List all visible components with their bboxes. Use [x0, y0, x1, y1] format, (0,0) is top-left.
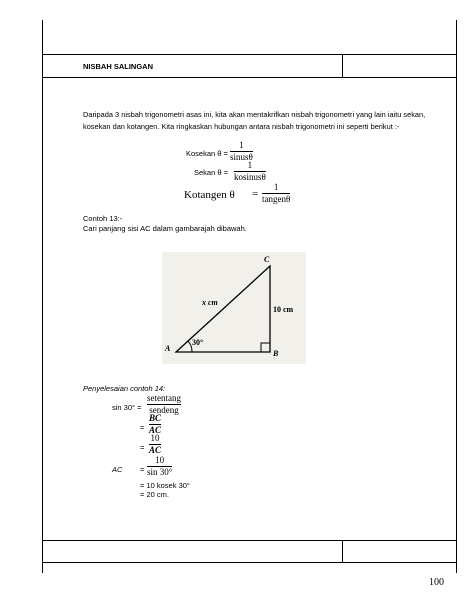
denominator-ac: AC — [149, 425, 162, 435]
sin-30-label: sin 30° = — [112, 403, 142, 412]
sekan-fraction — [234, 161, 266, 182]
solution-line-kosek: = 10 kosek 30° — [140, 481, 190, 490]
vertex-c-label: C — [264, 255, 270, 264]
kosekan-fraction — [230, 141, 253, 162]
example-question: Cari panjang sisi AC dalam gambarajah dibawah. — [83, 224, 247, 233]
solution-answer: = 20 cm. — [140, 490, 169, 499]
sekan-label: Sekan θ = — [194, 168, 228, 177]
example-heading: Contoh 13:- — [83, 214, 123, 223]
fraction-10-sin30 — [147, 456, 172, 477]
kotangen-label: Kotangen θ — [184, 189, 235, 201]
kotangen-denominator: tangenθ — [262, 194, 291, 204]
intro-line-2: kosekan dan kotangen. Kita ringkaskan hubungan antara nisbah trigonometri ini seperti berikut :- — [83, 122, 400, 131]
vertex-a-label: A — [165, 344, 171, 353]
denominator-ac: AC — [149, 445, 162, 455]
page-number: 100 — [429, 577, 444, 588]
numerator-setentang: setentang — [147, 393, 181, 403]
numerator-10: 10 — [155, 455, 165, 465]
triangle-shape — [176, 266, 270, 352]
solution-heading: Penyelesaian contoh 14: — [83, 384, 166, 393]
right-angle-marker — [261, 343, 270, 352]
kosekan-denominator: sinusθ — [230, 152, 253, 162]
kotangen-numerator: 1 — [273, 182, 279, 192]
numerator-10: 10 — [150, 433, 160, 443]
ac-label: AC — [112, 465, 123, 474]
hypotenuse-label: x cm — [202, 298, 218, 307]
fraction-10-ac — [149, 434, 161, 455]
vertex-b-label: B — [273, 349, 279, 358]
kotangen-equals: = — [252, 188, 259, 200]
kotangen-fraction — [262, 183, 290, 204]
intro-line-1: Daripada 3 nisbah trigonometri asas ini, kita akan mentakrifkan nisbah trigonometri yang lain iaitu sekan, — [83, 110, 426, 119]
equals-sign-2: = — [140, 423, 145, 432]
fraction-bc-ac — [149, 414, 161, 435]
angle-label: 30° — [192, 338, 204, 347]
equals-sign-4: = — [140, 465, 145, 474]
denominator-sendeng: sendeng — [149, 405, 179, 415]
fraction-setentang-sendeng — [147, 394, 181, 415]
numerator-bc: BC — [149, 413, 162, 423]
sekan-numerator: 1 — [247, 160, 253, 170]
equals-sign-3: = — [140, 443, 145, 452]
kosekan-numerator: 1 — [239, 140, 244, 150]
side-bc-label: 10 cm — [273, 305, 294, 314]
section-title: NISBAH SALINGAN — [83, 62, 154, 71]
sekan-denominator: kosinusθ — [234, 172, 266, 182]
denominator-sin30: sin 30° — [147, 467, 173, 477]
kosekan-label: Kosekan θ = — [186, 149, 228, 158]
triangle-figure — [162, 252, 306, 364]
